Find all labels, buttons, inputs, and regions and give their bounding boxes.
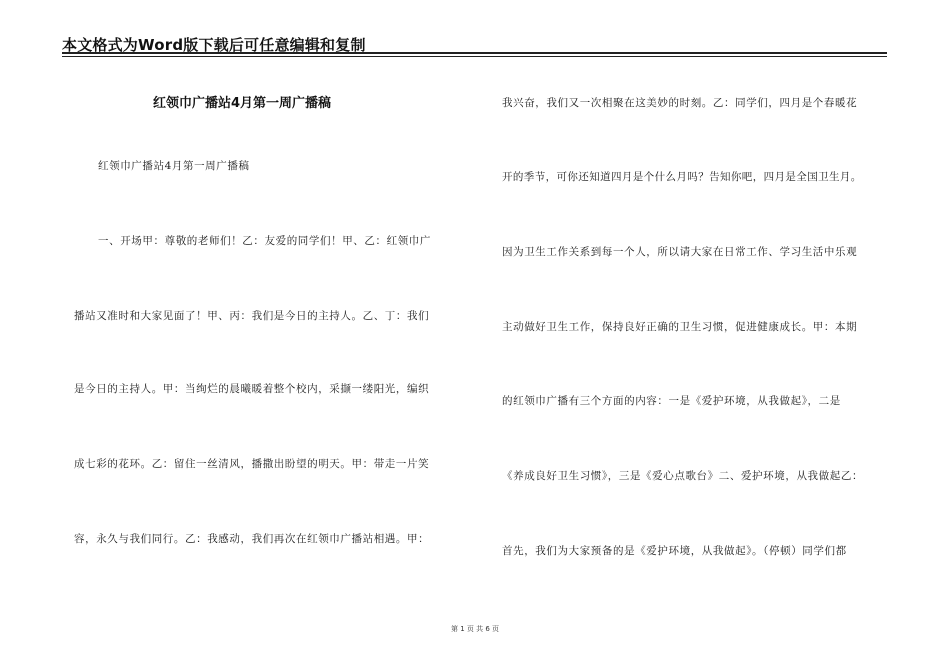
paragraph-line: 我兴奋，我们又一次相聚在这美妙的时刻。乙：同学们，四月是个春暖花 [502,97,858,109]
paragraph-line: 的红领巾广播有三个方面的内容：一是《爱护环境，从我做起》，二是 [502,395,841,407]
paragraph-line: 因为卫生工作关系到每一个人，所以请大家在日常工作、学习生活中乐观 [502,246,858,258]
paragraph-line: 容，永久与我们同行。乙：我感动，我们再次在红领巾广播站相遇。甲： [74,533,430,545]
header-divider [62,52,887,54]
header-divider-thin [62,56,887,57]
document-title: 红领巾广播站4月第一周广播稿 [153,96,332,111]
paragraph-line: 首先，我们为大家预备的是《爱护环境，从我做起》。（停顿）同学们都 [502,545,847,557]
paragraph-line: 开的季节，可你还知道四月是个什么月吗？告知你吧，四月是全国卫生月。 [502,171,862,183]
paragraph-line: 一、开场甲：尊敬的老师们！乙：友爱的同学们！甲、乙：红领巾广 [98,235,431,247]
paragraph-line: 《养成良好卫生习惯》，三是《爱心点歌台》二、爱护环境，从我做起乙： [502,470,864,482]
paragraph-line: 成七彩的花环。乙：留住一丝清风，播撒出盼望的明天。甲：带走一片笑 [74,458,430,470]
paragraph-line: 是今日的主持人。甲：当绚烂的晨曦暖着整个校内，采撷一缕阳光，编织 [74,383,430,395]
page-number-footer: 第 1 页 共 6 页 [450,625,500,633]
header-banner: 本文格式为Word版下载后可任意编辑和复制 [62,36,366,54]
paragraph-line: 主动做好卫生工作，保持良好正确的卫生习惯，促进健康成长。甲：本期 [502,321,858,333]
paragraph-line: 播站又准时和大家见面了！甲、丙：我们是今日的主持人。乙、丁：我们 [74,310,430,322]
paragraph-line: 红领巾广播站4月第一周广播稿 [98,160,250,172]
